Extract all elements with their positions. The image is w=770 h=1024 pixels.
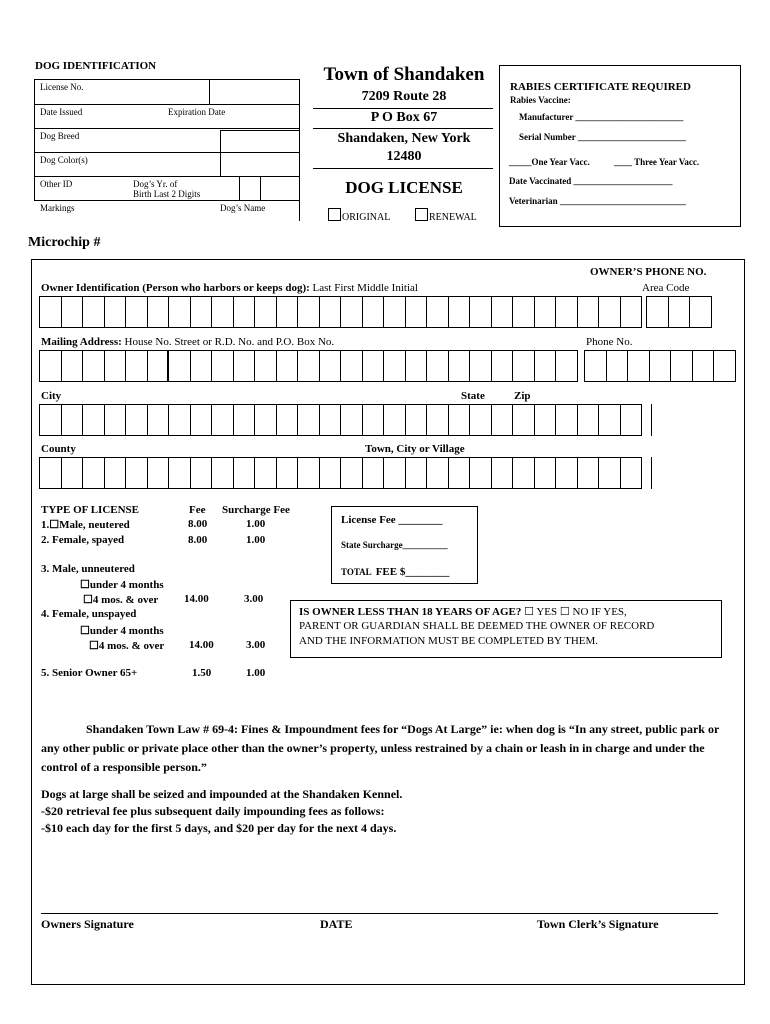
entry-box[interactable]: [255, 404, 277, 436]
entry-box[interactable]: [148, 350, 170, 382]
owners-signature-label: Owners Signature: [41, 917, 134, 931]
three-year-vacc-field[interactable]: ____ Three Year Vacc.: [614, 157, 700, 167]
entry-box[interactable]: [427, 296, 449, 328]
entry-box[interactable]: [384, 404, 406, 436]
entry-box[interactable]: [585, 350, 607, 382]
entry-box[interactable]: [470, 350, 492, 382]
entry-box[interactable]: [148, 296, 170, 328]
original-label: ORIGINAL: [342, 212, 391, 223]
veterinarian-field[interactable]: Veterinarian ____________________________: [509, 196, 686, 206]
entry-box[interactable]: [714, 350, 736, 382]
entry-box[interactable]: [191, 457, 213, 489]
city-boxes[interactable]: [39, 404, 642, 436]
entry-box[interactable]: [83, 350, 105, 382]
entry-box[interactable]: [277, 350, 299, 382]
female-spayed-fee: 8.00: [188, 534, 208, 546]
female-under-4-months-option[interactable]: ☐under 4 months: [80, 625, 164, 637]
entry-box[interactable]: [191, 350, 213, 382]
entry-box[interactable]: [427, 350, 449, 382]
entry-box[interactable]: [320, 296, 342, 328]
female-unspayed-label: 4. Female, unspayed: [41, 608, 137, 620]
entry-box[interactable]: [492, 404, 514, 436]
owner-identification-label: [41, 282, 418, 294]
senior-owner-option[interactable]: 5. Senior Owner 65+: [41, 667, 138, 679]
owner-name-boxes[interactable]: [39, 296, 642, 328]
entry-box[interactable]: [607, 350, 629, 382]
entry-box[interactable]: [599, 457, 621, 489]
entry-box[interactable]: [535, 404, 557, 436]
age-question-bold: IS OWNER LESS THAN 18 YEARS OF AGE?: [299, 606, 522, 618]
dog-colors-field[interactable]: Dog Color(s): [40, 155, 88, 165]
senior-owner-fee: 1.50: [192, 667, 212, 679]
entry-box[interactable]: [212, 296, 234, 328]
entry-box[interactable]: [62, 296, 84, 328]
entry-box[interactable]: [693, 350, 715, 382]
dogs-at-large-line1: Dogs at large shall be seized and impounded at the Shandaken Kennel.: [41, 787, 403, 801]
mailing-label-bold: Mailing Address:: [41, 336, 122, 348]
entry-box[interactable]: [690, 296, 712, 328]
entry-box[interactable]: [427, 457, 449, 489]
serial-number-field[interactable]: Serial Number ________________________: [519, 132, 686, 142]
entry-box[interactable]: [470, 296, 492, 328]
male-under-4-months-option[interactable]: ☐under 4 months: [80, 579, 164, 591]
entry-box[interactable]: [126, 296, 148, 328]
entry-box[interactable]: [427, 404, 449, 436]
manufacturer-field[interactable]: Manufacturer ________________________: [519, 112, 684, 122]
entry-box[interactable]: [191, 296, 213, 328]
entry-box[interactable]: [599, 296, 621, 328]
town-address-line1: 7209 Route 28: [361, 89, 447, 104]
state-label: State: [461, 390, 485, 402]
entry-box[interactable]: [341, 350, 363, 382]
total-fee-field[interactable]: [341, 562, 449, 580]
town-city: Shandaken, New York: [337, 131, 471, 146]
entry-box[interactable]: [535, 296, 557, 328]
town-law-paragraph: Shandaken Town Law # 69-4: Fines & Impoundment fees for “Dogs At Large” ie: when dog is “In any street, public park or any other public or private place other than the owner’s property, unless restrained by a chain or leash in in charge and under the control of a responsible person.”: [41, 722, 720, 774]
entry-box[interactable]: [599, 404, 621, 436]
female-spayed-option[interactable]: 2. Female, spayed: [41, 534, 125, 546]
yr-birth-label-2: Birth Last 2 Digits: [133, 189, 201, 199]
entry-box[interactable]: [169, 296, 191, 328]
phone-no-label: Phone No.: [586, 336, 633, 348]
town-clerk-signature-label: Town Clerk’s Signature: [537, 917, 659, 931]
entry-box[interactable]: [234, 350, 256, 382]
renewal-label: RENEWAL: [429, 212, 477, 223]
renewal-checkbox[interactable]: [415, 208, 477, 223]
male-4-mos-over-surcharge: 3.00: [244, 593, 264, 605]
entry-box[interactable]: [470, 457, 492, 489]
date-label: DATE: [320, 917, 353, 931]
entry-box[interactable]: [341, 404, 363, 436]
entry-box[interactable]: [492, 350, 514, 382]
entry-box[interactable]: [277, 457, 299, 489]
age-question-options[interactable]: ☐ YES ☐ NO IF YES,: [521, 606, 627, 618]
male-neutered-fee: 8.00: [188, 518, 208, 530]
female-4-mos-over-fee: 14.00: [189, 639, 214, 651]
entry-box[interactable]: [628, 350, 650, 382]
entry-box[interactable]: [449, 457, 471, 489]
entry-box[interactable]: [578, 296, 600, 328]
entry-box[interactable]: [234, 296, 256, 328]
entry-box[interactable]: [234, 404, 256, 436]
entry-box[interactable]: [363, 296, 385, 328]
surcharge-heading: Surcharge Fee: [222, 504, 290, 516]
entry-box[interactable]: [384, 350, 406, 382]
owner-id-label-bold: Owner Identification (Person who harbors or keeps dog):: [41, 282, 310, 294]
entry-box[interactable]: [191, 404, 213, 436]
male-neutered-option[interactable]: 1.☐Male, neutered: [41, 519, 130, 531]
entry-box[interactable]: [384, 296, 406, 328]
entry-box[interactable]: [647, 296, 669, 328]
rabies-vaccine-label: Rabies Vaccine:: [510, 95, 571, 105]
entry-box[interactable]: [513, 296, 535, 328]
entry-box[interactable]: [212, 404, 234, 436]
entry-box[interactable]: [384, 457, 406, 489]
city-label: City: [41, 390, 62, 402]
renewal-checkbox-box[interactable]: [415, 208, 428, 221]
entry-box[interactable]: [105, 404, 127, 436]
entry-box[interactable]: [148, 457, 170, 489]
town-zip: 12480: [386, 149, 422, 164]
entry-box[interactable]: [363, 350, 385, 382]
town-city-village-label: Town, City or Village: [365, 443, 465, 455]
type-of-license-heading: TYPE OF LICENSE: [41, 504, 140, 516]
one-year-vacc-field[interactable]: _____One Year Vacc.: [509, 157, 590, 167]
area-code-boxes[interactable]: [646, 296, 712, 328]
entry-box[interactable]: [298, 457, 320, 489]
rabies-heading: RABIES CERTIFICATE REQUIRED: [510, 81, 691, 93]
entry-box[interactable]: [40, 296, 62, 328]
entry-box[interactable]: [277, 296, 299, 328]
entry-box[interactable]: [105, 457, 127, 489]
entry-box[interactable]: [492, 457, 514, 489]
date-vaccinated-field[interactable]: Date Vaccinated ______________________: [509, 176, 673, 186]
entry-box[interactable]: [277, 404, 299, 436]
total-label: TOTAL: [341, 567, 372, 577]
entry-box[interactable]: [363, 457, 385, 489]
dog-id-heading: DOG IDENTIFICATION: [35, 60, 157, 72]
mailing-label-detail: House No. Street or R.D. No. and P.O. Box No.: [124, 336, 335, 348]
mailing-address-label: [41, 336, 334, 348]
entry-box[interactable]: [535, 350, 557, 382]
entry-box[interactable]: [169, 457, 191, 489]
entry-box[interactable]: [255, 350, 277, 382]
entry-box[interactable]: [126, 457, 148, 489]
dog-breed-field[interactable]: Dog Breed: [40, 131, 80, 141]
entry-box[interactable]: [650, 350, 672, 382]
entry-box[interactable]: [62, 350, 84, 382]
entry-box[interactable]: [255, 457, 277, 489]
entry-box[interactable]: [513, 350, 535, 382]
entry-box[interactable]: [320, 350, 342, 382]
entry-box[interactable]: [363, 404, 385, 436]
town-name: Town of Shandaken: [323, 64, 485, 85]
entry-box[interactable]: [449, 350, 471, 382]
area-code-label: Area Code: [642, 282, 690, 294]
male-unneutered-label: 3. Male, unneutered: [41, 563, 135, 575]
original-checkbox-box[interactable]: [328, 208, 341, 221]
town-address-line2: P O Box 67: [370, 110, 438, 125]
total-fee-label: FEE $________: [375, 566, 450, 578]
entry-box[interactable]: [621, 457, 643, 489]
entry-box[interactable]: [40, 350, 62, 382]
entry-box[interactable]: [126, 404, 148, 436]
entry-box[interactable]: [556, 457, 578, 489]
county-label: County: [41, 443, 76, 455]
entry-box[interactable]: [320, 404, 342, 436]
year-of-birth-field[interactable]: [133, 179, 200, 199]
entry-box[interactable]: [212, 457, 234, 489]
senior-owner-surcharge: 1.00: [246, 667, 266, 679]
entry-box[interactable]: [169, 350, 191, 382]
entry-box[interactable]: [406, 350, 428, 382]
expiration-date-field[interactable]: Expiration Date: [168, 107, 226, 117]
entry-box[interactable]: [492, 296, 514, 328]
entry-box[interactable]: [212, 350, 234, 382]
dogs-at-large-line3: -$10 each day for the first 5 days, and $20 per day for the next 4 days.: [41, 821, 397, 835]
entry-box[interactable]: [406, 404, 428, 436]
entry-box[interactable]: [83, 457, 105, 489]
zip-label: Zip: [514, 390, 531, 402]
entry-box[interactable]: [341, 296, 363, 328]
entry-box[interactable]: [105, 296, 127, 328]
mailing-address-boxes[interactable]: [39, 350, 578, 382]
entry-box[interactable]: [621, 296, 643, 328]
entry-box[interactable]: [669, 296, 691, 328]
owner-id-label-detail: Last First Middle Initial: [312, 282, 418, 294]
entry-box[interactable]: [578, 457, 600, 489]
age-question[interactable]: [299, 605, 627, 618]
license-fee-field[interactable]: License Fee ________: [341, 514, 443, 526]
county-boxes[interactable]: [39, 457, 642, 489]
yr-birth-label-1: Dog’s Yr. of: [133, 179, 178, 189]
other-id-field[interactable]: Other ID: [40, 179, 73, 189]
entry-box[interactable]: [513, 404, 535, 436]
entry-box[interactable]: [62, 404, 84, 436]
entry-box[interactable]: [298, 404, 320, 436]
phone-number-boxes[interactable]: [584, 350, 736, 382]
entry-box[interactable]: [148, 404, 170, 436]
male-neutered-surcharge: 1.00: [246, 518, 266, 530]
entry-box[interactable]: [671, 350, 693, 382]
dog-license-title: DOG LICENSE: [345, 178, 463, 197]
entry-box[interactable]: [556, 296, 578, 328]
male-4-mos-over-fee: 14.00: [184, 593, 209, 605]
entry-box[interactable]: [406, 457, 428, 489]
entry-box[interactable]: [470, 404, 492, 436]
male-4-mos-over-option[interactable]: ☐4 mos. & over: [83, 594, 159, 606]
entry-box[interactable]: [556, 350, 578, 382]
markings-field[interactable]: Markings: [40, 203, 75, 213]
entry-box[interactable]: [255, 296, 277, 328]
entry-box[interactable]: [126, 350, 148, 382]
entry-box[interactable]: [40, 404, 62, 436]
female-spayed-surcharge: 1.00: [246, 534, 266, 546]
entry-box[interactable]: [169, 404, 191, 436]
entry-box[interactable]: [406, 296, 428, 328]
age-notice-line3: AND THE INFORMATION MUST BE COMPLETED BY THEM.: [299, 635, 599, 647]
entry-box[interactable]: [535, 457, 557, 489]
entry-box[interactable]: [105, 350, 127, 382]
entry-box[interactable]: [234, 457, 256, 489]
owners-phone-heading: OWNER’S PHONE NO.: [590, 266, 707, 278]
entry-box[interactable]: [83, 404, 105, 436]
dogs-at-large-line2: -$20 retrieval fee plus subsequent daily impounding fees as follows:: [41, 804, 385, 818]
original-checkbox[interactable]: [328, 208, 390, 223]
entry-box[interactable]: [556, 404, 578, 436]
entry-box[interactable]: [62, 457, 84, 489]
female-4-mos-over-surcharge: 3.00: [246, 639, 266, 651]
signature-line[interactable]: [41, 913, 718, 914]
fee-heading: Fee: [189, 504, 206, 516]
entry-box[interactable]: [298, 350, 320, 382]
dogs-at-large-paragraph: [41, 786, 736, 837]
entry-box[interactable]: [449, 404, 471, 436]
entry-box[interactable]: [449, 296, 471, 328]
entry-box[interactable]: [621, 404, 643, 436]
entry-box[interactable]: [40, 457, 62, 489]
female-4-mos-over-option[interactable]: ☐4 mos. & over: [89, 640, 165, 652]
dogs-name-field[interactable]: Dog’s Name: [220, 203, 266, 213]
license-no-field[interactable]: License No.: [40, 82, 84, 92]
entry-box[interactable]: [513, 457, 535, 489]
entry-box[interactable]: [341, 457, 363, 489]
age-notice-line2: PARENT OR GUARDIAN SHALL BE DEEMED THE OWNER OF RECORD: [299, 620, 655, 632]
entry-box[interactable]: [320, 457, 342, 489]
entry-box[interactable]: [298, 296, 320, 328]
date-issued-field[interactable]: Date Issued: [40, 107, 83, 117]
entry-box[interactable]: [578, 404, 600, 436]
state-surcharge-field[interactable]: State Surcharge__________: [341, 540, 448, 550]
entry-box[interactable]: [83, 296, 105, 328]
microchip-field[interactable]: Microchip #: [28, 235, 101, 250]
